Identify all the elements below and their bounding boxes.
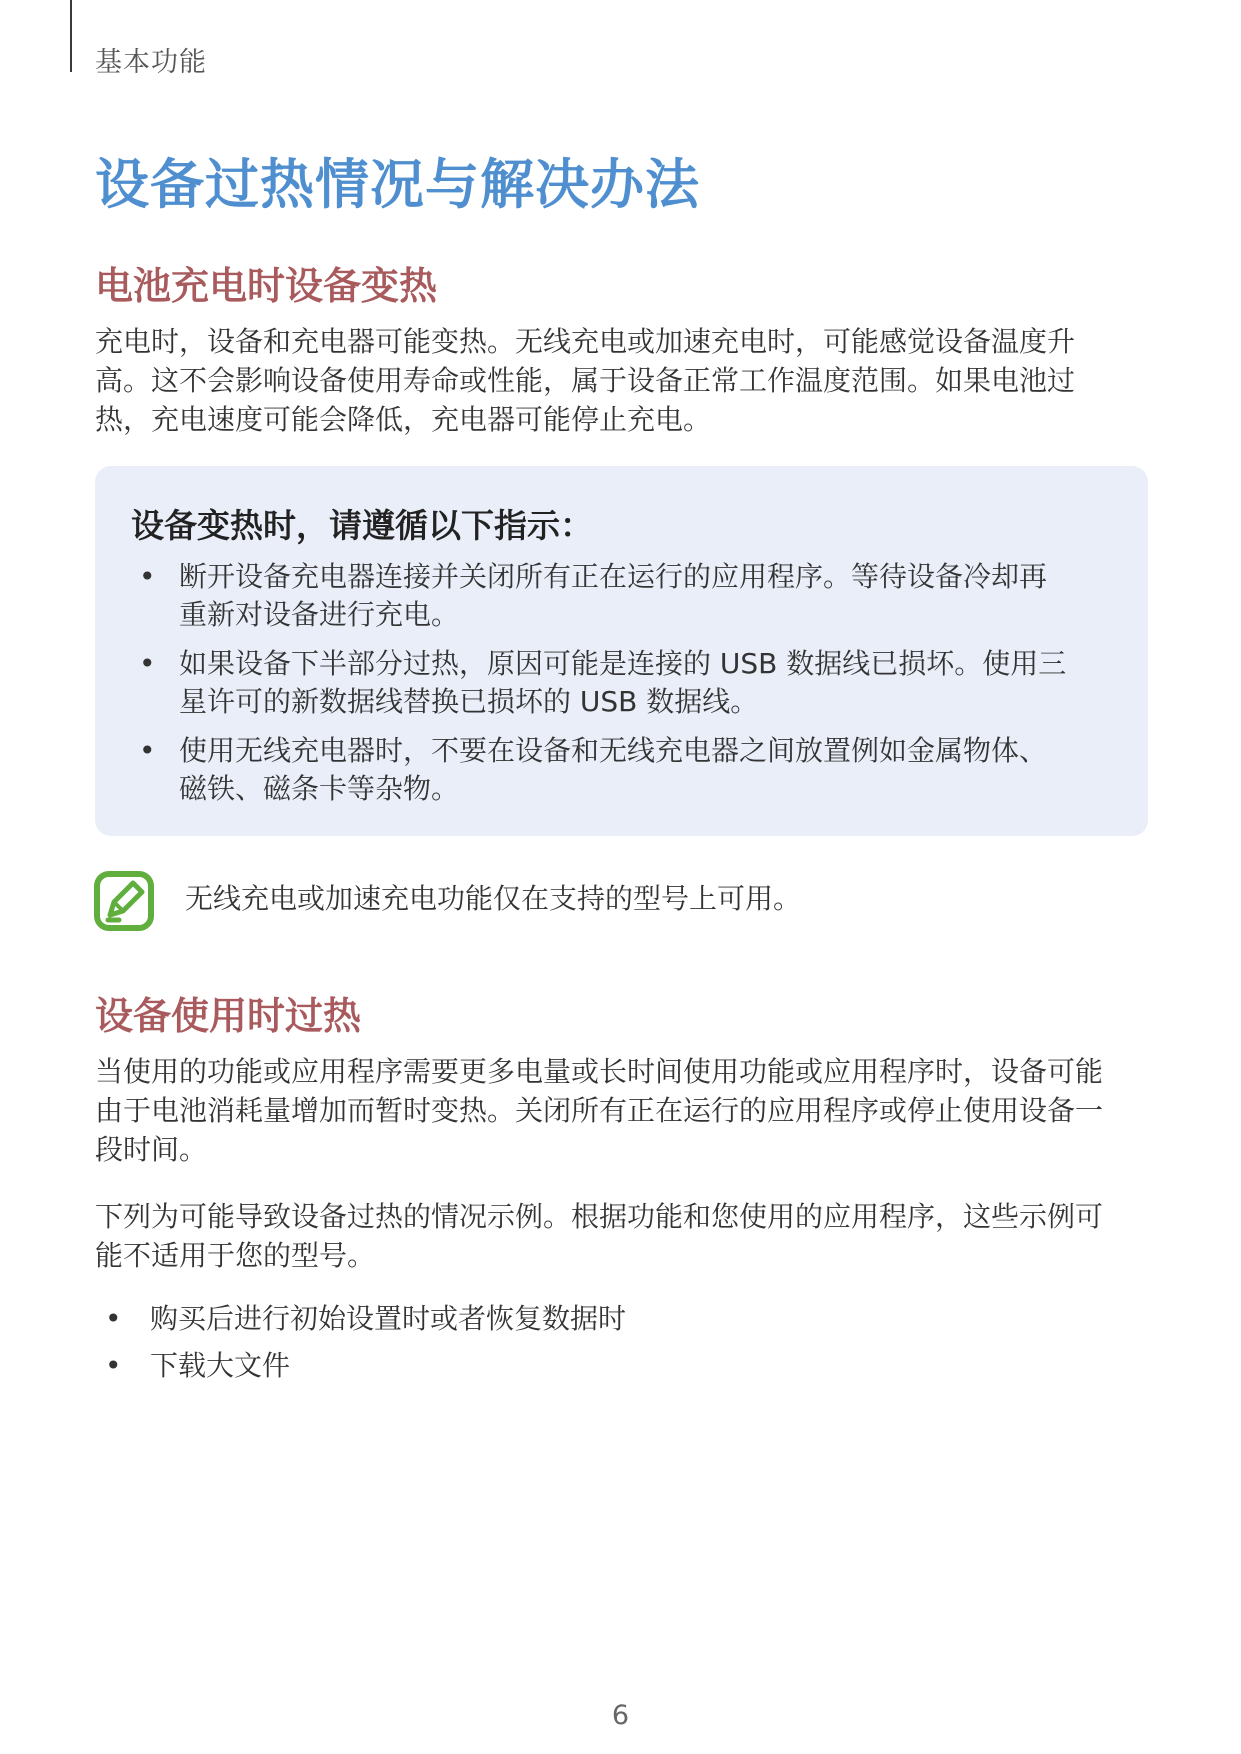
examples-paragraph (95, 1197, 1155, 1275)
bullet-icon: • (105, 1302, 122, 1335)
list-item (95, 1300, 626, 1338)
paragraph-line: 由于电池消耗量增加而暂时变热。关闭所有正在运行的应用程序或停止使用设备一 (95, 1094, 1104, 1127)
bullet-icon: • (139, 647, 156, 680)
page-title: 设备过热情况与解决办法 (95, 153, 700, 216)
bullet-icon: • (105, 1349, 122, 1382)
paragraph-line: 当使用的功能或应用程序需要更多电量或长时间使用功能或应用程序时，设备可能 (95, 1055, 1104, 1088)
tip-line: 如果设备下半部分过热，原因可能是连接的 USB 数据线已损坏。使用三 (179, 647, 1067, 680)
tip-list-item (131, 732, 1131, 808)
paragraph-line: 高。这不会影响设备使用寿命或性能，属于设备正常工作温度范围。如果电池过 (95, 364, 1076, 397)
tip-list-item (131, 558, 1131, 634)
tip-box (95, 466, 1148, 836)
header-section-label: 基本功能 (95, 47, 207, 78)
examples-list (95, 1300, 626, 1394)
list-item (95, 1347, 626, 1385)
tip-box-title: 设备变热时，请遵循以下指示： (131, 506, 593, 545)
paragraph-line: 能不适用于您的型号。 (95, 1239, 376, 1272)
page-number: 6 (611, 1700, 630, 1731)
tip-line: 断开设备充电器连接并关闭所有正在运行的应用程序。等待设备冷却再 (179, 560, 1048, 593)
bullet-icon: • (139, 560, 156, 593)
section-heading-usage: 设备使用时过热 (95, 994, 362, 1038)
tip-line: 磁铁、磁条卡等杂物。 (179, 772, 460, 805)
paragraph-line: 充电时，设备和充电器可能变热。无线充电或加速充电时，可能感觉设备温度升 (95, 325, 1076, 358)
paragraph-line: 热，充电速度可能会降低，充电器可能停止充电。 (95, 403, 712, 436)
list-item-text: 下载大文件 (150, 1349, 291, 1382)
tip-list (131, 558, 1131, 819)
note-text: 无线充电或加速充电功能仅在支持的型号上可用。 (185, 882, 802, 915)
list-item-text: 购买后进行初始设置时或者恢复数据时 (150, 1302, 627, 1335)
section-heading-charging: 电池充电时设备变热 (95, 264, 438, 308)
charging-paragraph (95, 322, 1155, 439)
bullet-icon: • (139, 734, 156, 767)
tip-line: 重新对设备进行充电。 (179, 598, 460, 631)
paragraph-line: 下列为可能导致设备过热的情况示例。根据功能和您使用的应用程序，这些示例可 (95, 1200, 1104, 1233)
usage-paragraph (95, 1052, 1155, 1169)
tip-list-item (131, 645, 1131, 721)
tip-line: 星许可的新数据线替换已损坏的 USB 数据线。 (179, 685, 759, 718)
note-pencil-icon (93, 870, 155, 932)
header-rule (70, 0, 72, 72)
paragraph-line: 段时间。 (95, 1133, 208, 1166)
tip-line: 使用无线充电器时，不要在设备和无线充电器之间放置例如金属物体、 (179, 734, 1048, 767)
